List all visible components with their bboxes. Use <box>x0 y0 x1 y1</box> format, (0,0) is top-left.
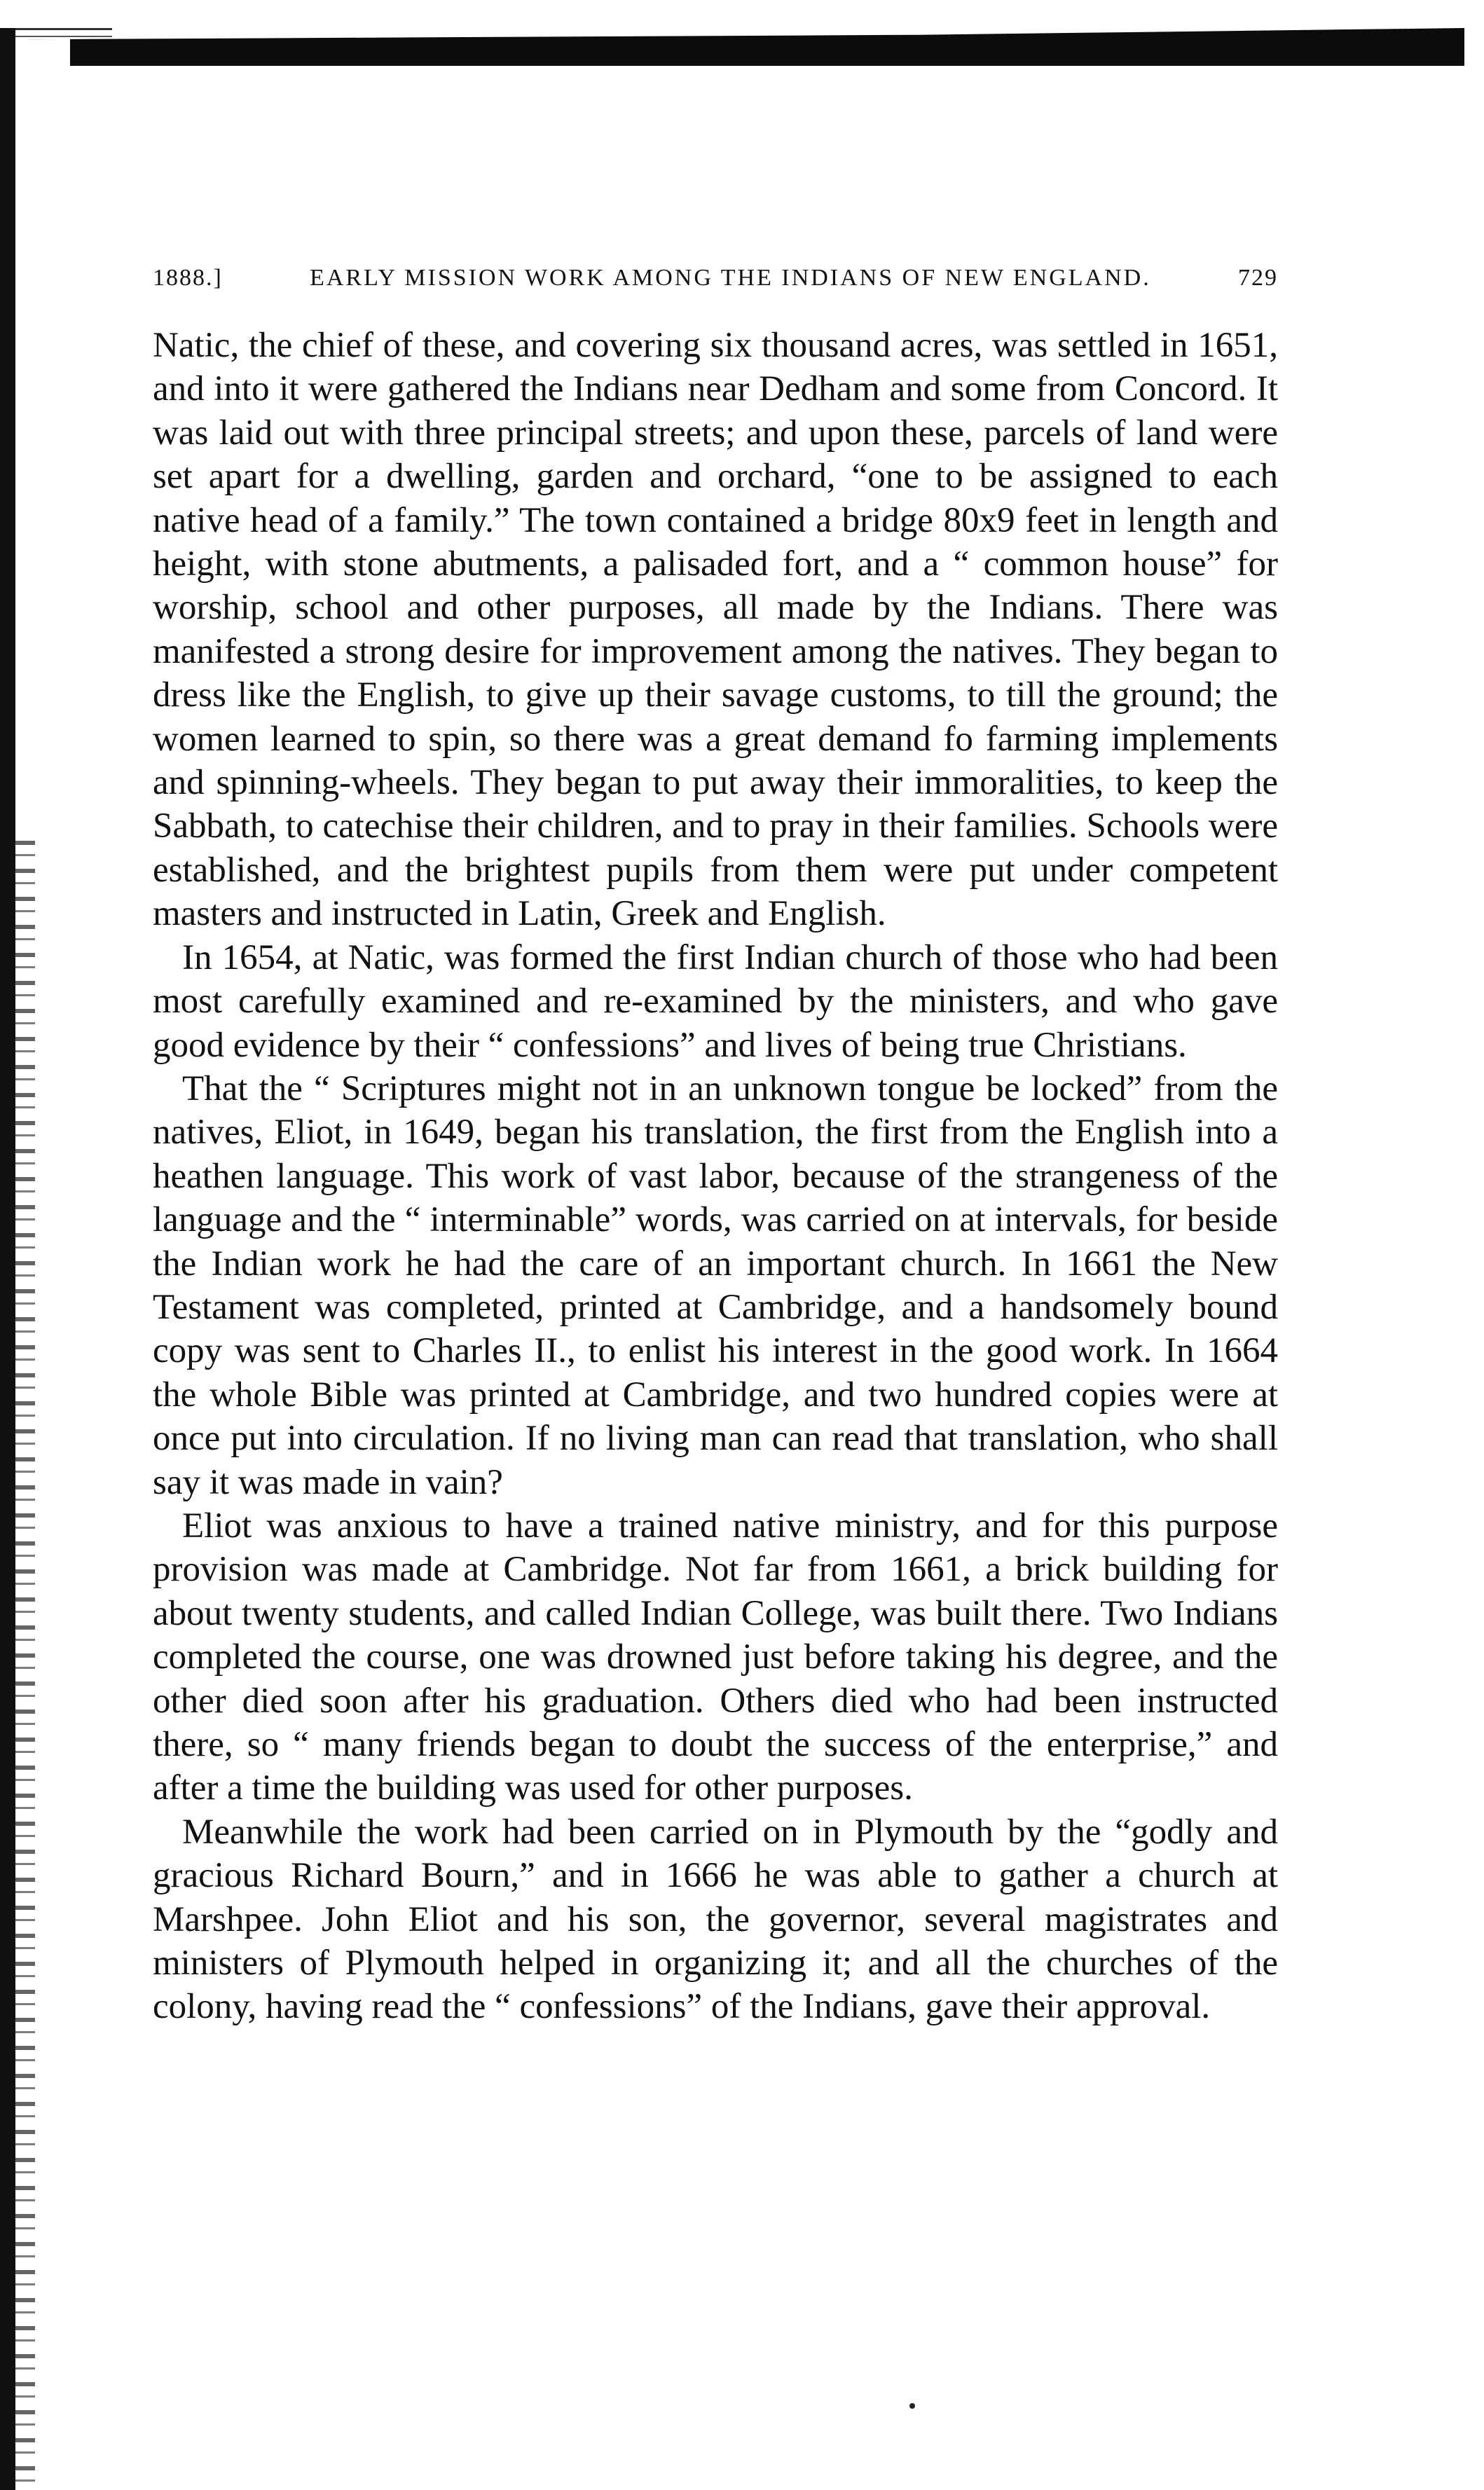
stray-ink-dot <box>909 2403 915 2409</box>
scan-top-bar <box>28 28 1464 66</box>
scan-edge-speckle <box>15 841 35 2487</box>
body-text <box>153 324 1278 2029</box>
paragraph-natic-settlement: Natic, the chief of these, and covering six thousand acres, was settled in 1651, and into it were gathered the Indians near Dedham and some from Concord. It was laid out with three principal streets; and upon these, parcels of land were set apart for a dwelling, garden and orchard, “one to be assigned to each native head of a family.” The town contained a bridge 80x9 feet in length and height, with stone abutments, a palisaded fort, and a “ common house” for worship, school and other purposes, all made by the Indians. There was manifested a strong desire for improvement among the natives. They began to dress like the English, to give up their savage customs, to till the ground; the women learned to spin, so there was a great demand fo farming implements and spinning-wheels. They began to put away their immoralities, to keep the Sabbath, to catechise their children, and to pray in their families. Schools were established, and the brightest pupils from them were put under competent masters and instructed in Latin, Greek and English. <box>153 326 1278 934</box>
book-page <box>153 265 1278 2029</box>
running-head-year: 1888.] <box>153 265 223 291</box>
paragraph-plymouth-work: Meanwhile the work had been carried on in Plymouth by the “godly and gracious Richard Bourn,” and in 1666 he was able to gather a church at Marshpee. John Eliot and his son, the governor, several magistrates and ministers of Plymouth helped in organizing it; and all the churches of the colony, having read the “ confessions” of the Indians, gave their approval. <box>153 1812 1278 2027</box>
paragraph-first-indian-church: In 1654, at Natic, was formed the first Indian church of those who had been most carefully examined and re-examined by the ministers, and who gave good evidence by their “ confessions” and lives of being true Christians. <box>153 937 1278 1065</box>
scan-binding-edge <box>0 28 15 2490</box>
paragraph-indian-college: Eliot was anxious to have a trained native ministry, and for this purpose provision was made at Cambridge. Not far from 1661, a brick building for about twenty students, and called Indian College, was built there. Two Indians completed the course, one was drowned just before taking his degree, and the other died soon after his graduation. Others died who had been instructed there, so “ many friends began to doubt the success of the enterprise,” and after a time the building was used for other purposes. <box>153 1506 1278 1808</box>
scan-top-line <box>0 28 112 37</box>
running-head <box>153 265 1278 291</box>
page-number: 729 <box>1238 265 1278 291</box>
paragraph-bible-translation: That the “ Scriptures might not in an unknown tongue be locked” from the natives, Eliot, in 1649, began his translation, the first from the English into a heathen language. This work of vast labor, because of the strangeness of the language and the “ interminable” words, was carried on at intervals, for beside the Indian work he had the care of an important church. In 1661 the New Testament was completed, printed at Cambridge, and a handsomely bound copy was sent to Charles II., to enlist his interest in the good work. In 1664 the whole Bible was printed at Cambridge, and two hundred copies were at once put into circulation. If no living man can read that translation, who shall say it was made in vain? <box>153 1068 1278 1502</box>
running-head-title: EARLY MISSION WORK AMONG THE INDIANS OF NEW ENGLAND. <box>310 265 1151 291</box>
